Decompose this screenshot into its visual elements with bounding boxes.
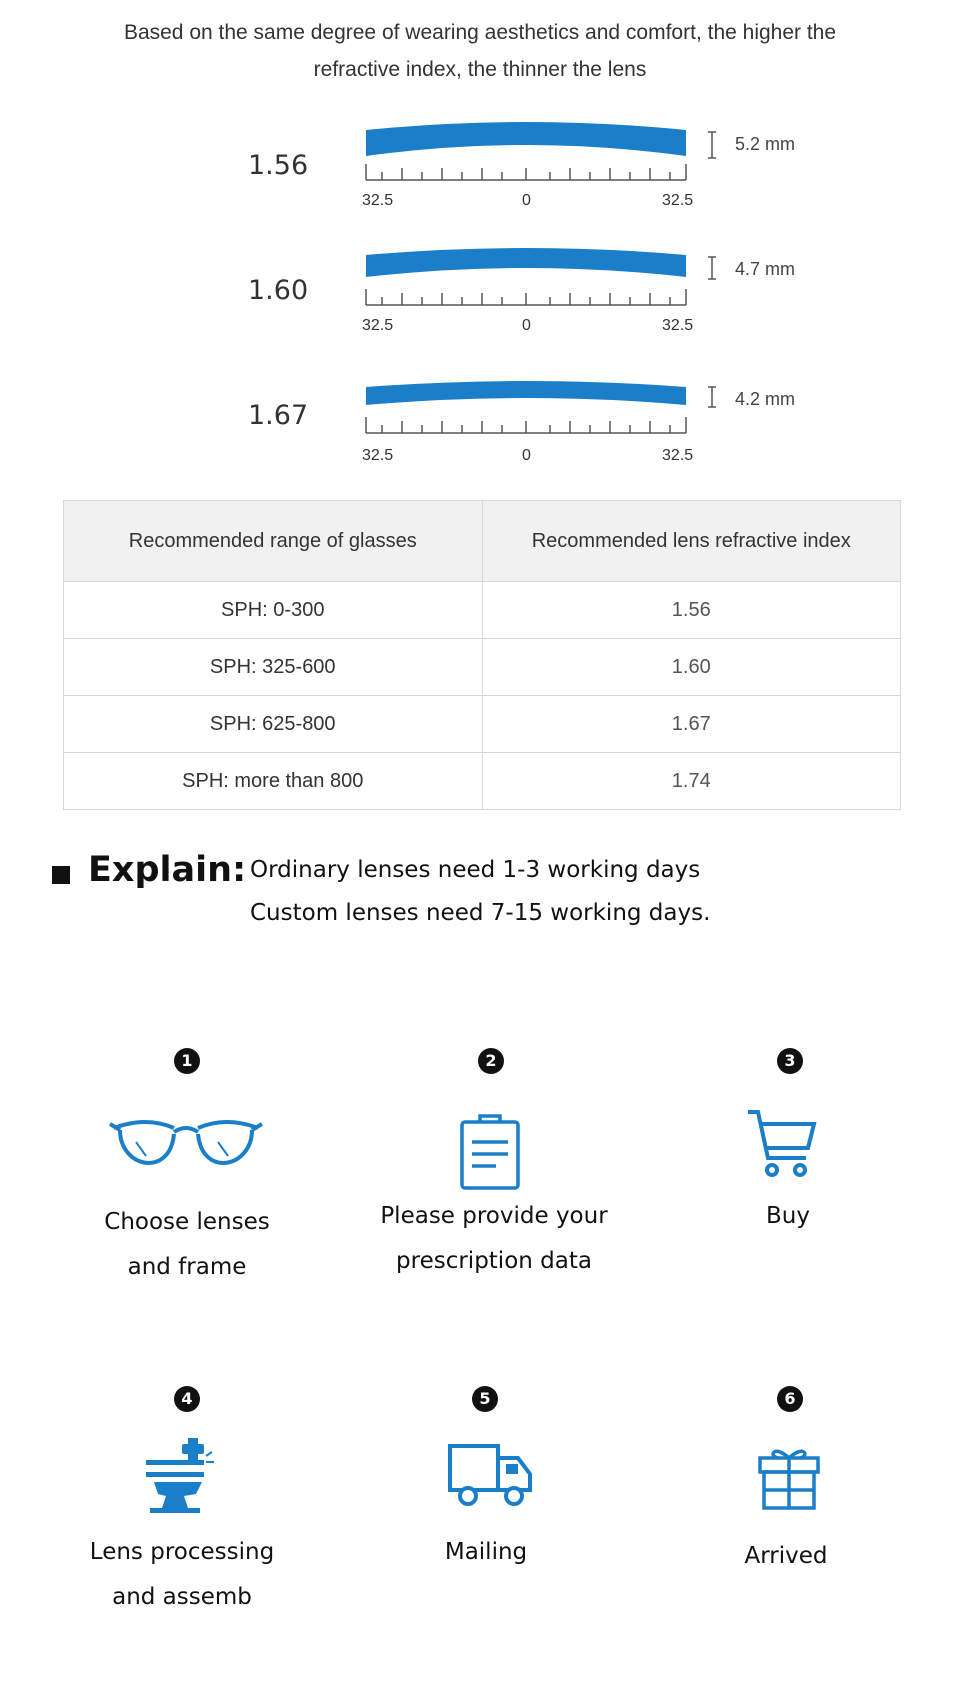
step-label [628,1194,948,1239]
step-label [27,1200,347,1290]
thickness-marker [708,257,716,279]
step-number-badge: 2 [478,1048,504,1074]
tick-label-left: 32.5 [362,447,394,464]
explain-line-1: Ordinary lenses need 1-3 working days [250,857,701,883]
lens-shape [366,122,686,156]
step-label [326,1530,646,1575]
step-label-line-1: Buy [766,1203,810,1229]
clipboard-icon [456,1112,526,1192]
anvil-icon [136,1436,216,1516]
table-row [64,639,901,696]
column-header: Recommended range of glasses [64,501,483,582]
step-label [334,1194,654,1284]
tick-label-right: 32.5 [662,317,694,334]
ruler-ticks [366,417,686,433]
table-cell-range: SPH: 625-800 [64,696,483,753]
table-header-row [64,501,901,582]
truck-icon [446,1440,538,1510]
lens-row-1 [0,120,960,230]
step-label-line-1: Please provide your [380,1203,608,1229]
step-label-line-1: Lens processing [89,1539,275,1565]
lens-row-2 [0,245,960,355]
table-cell-range: SPH: 0-300 [64,582,483,639]
cart-icon [744,1106,820,1182]
step-label-line-2: and frame [127,1254,247,1280]
ruler-ticks [366,289,686,305]
ruler-ticks [366,164,686,180]
square-bullet-icon [52,866,70,884]
lens-index-label: 1.56 [248,150,309,181]
lens-index-label: 1.60 [248,275,309,306]
tick-label-center: 0 [522,192,531,209]
tick-label-left: 32.5 [362,317,394,334]
tick-label-center: 0 [522,447,531,464]
tick-label-left: 32.5 [362,192,394,209]
step-label [22,1530,342,1620]
step-number-badge: 6 [777,1386,803,1412]
recommendation-table [63,500,901,810]
lens-row-3 [0,375,960,485]
tick-label-center: 0 [522,317,531,334]
lens-shape [366,381,686,405]
lens-profile-diagram [360,120,720,200]
step-label-line-1: Arrived [744,1543,828,1569]
tick-label-right: 32.5 [662,192,694,209]
column-header: Recommended lens refractive index [482,501,901,582]
step-label-line-1: Mailing [444,1539,528,1565]
lens-index-label: 1.67 [248,400,309,431]
step-label-line-2: and assemb [112,1584,252,1610]
table-cell-index: 1.67 [482,696,901,753]
step-number-badge: 4 [174,1386,200,1412]
lens-profile-diagram [360,245,720,325]
lens-shape [366,248,686,277]
table-cell-range: SPH: more than 800 [64,753,483,810]
step-number-badge: 3 [777,1048,803,1074]
thickness-label: 4.2 mm [735,389,796,409]
intro-text [0,14,960,88]
glasses-icon [106,1108,266,1188]
table-row [64,753,901,810]
gift-icon [754,1436,824,1512]
step-label-line-1: Choose lenses [104,1209,270,1235]
explain-title: Explain: [88,850,247,890]
table-row [64,696,901,753]
table-row [64,582,901,639]
thickness-marker [708,132,716,158]
step-number-badge: 5 [472,1386,498,1412]
table-cell-index: 1.74 [482,753,901,810]
step-label-line-2: prescription data [396,1248,592,1274]
step-number-badge: 1 [174,1048,200,1074]
table-cell-index: 1.56 [482,582,901,639]
explain-line-2: Custom lenses need 7-15 working days. [250,900,711,926]
thickness-label: 5.2 mm [735,134,796,154]
table-cell-range: SPH: 325-600 [64,639,483,696]
tick-label-right: 32.5 [662,447,694,464]
thickness-marker [708,387,716,407]
table-cell-index: 1.60 [482,639,901,696]
intro-line-2: refractive index, the thinner the lens [313,58,647,81]
lens-profile-diagram [360,375,720,455]
intro-line-1: Based on the same degree of wearing aesthetics and comfort, the higher the [123,21,837,44]
thickness-label: 4.7 mm [735,259,796,279]
step-label [626,1534,946,1579]
